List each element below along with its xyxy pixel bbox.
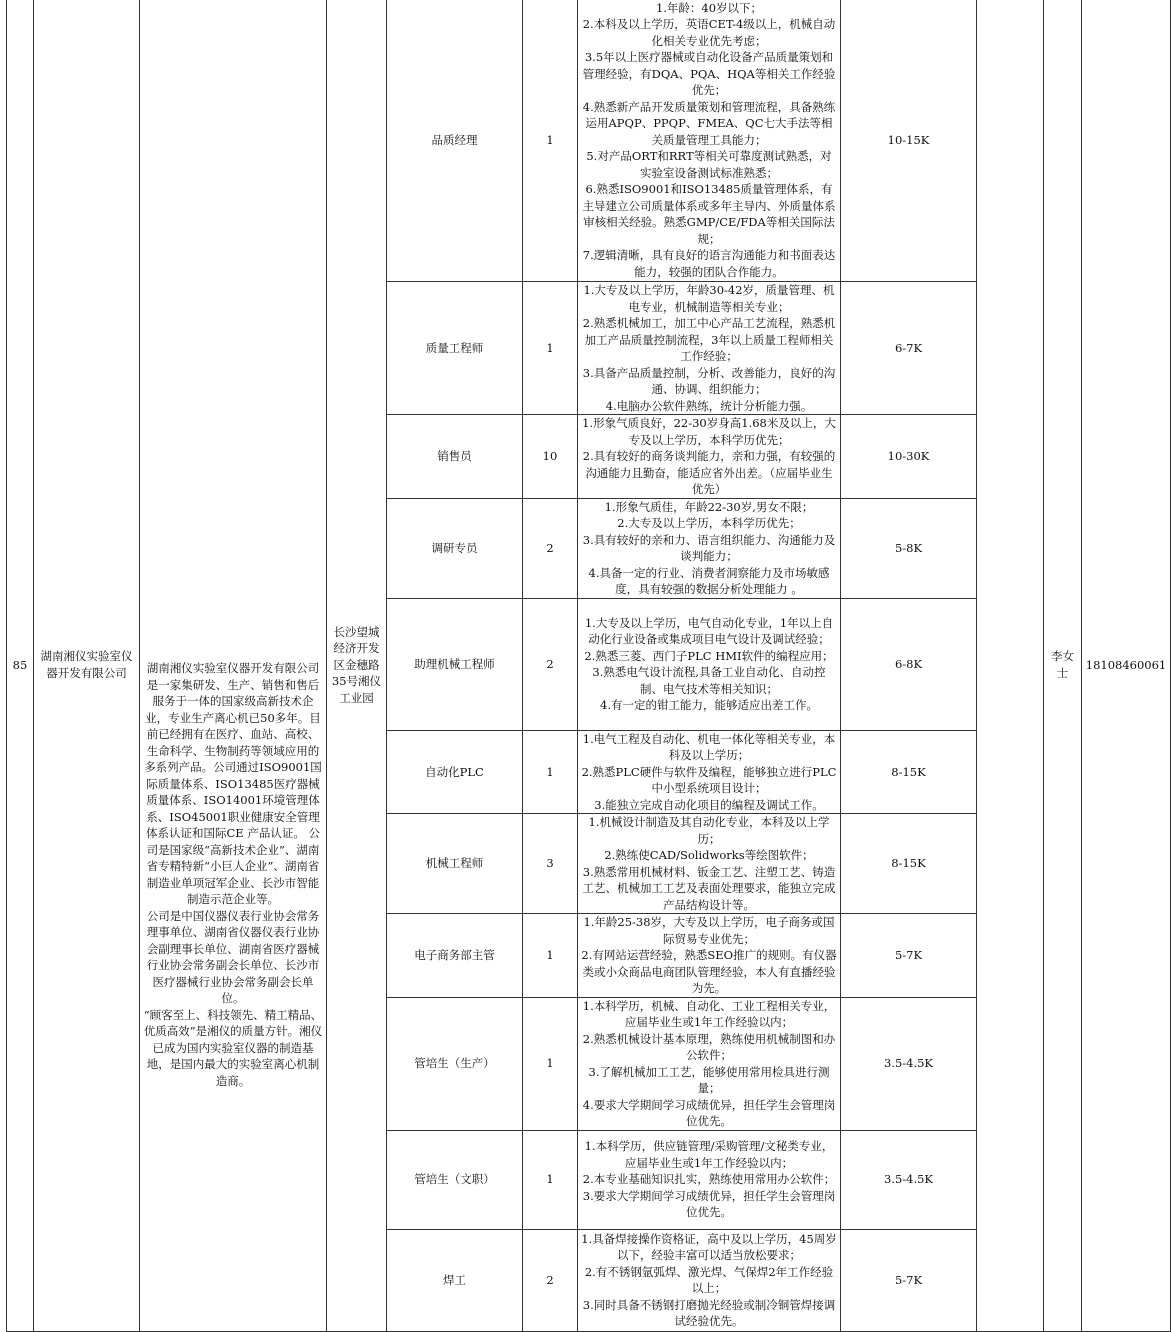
position-title: 销售员 xyxy=(387,415,523,499)
requirement-item: 3.要求大学期间学习成绩优异，担任学生会管理岗位优先。 xyxy=(582,1188,836,1220)
company-address: 长沙望城经济开发区金穗路35号湘仪工业园 xyxy=(327,0,387,1331)
requirement-item: 7.逻辑清晰，具有良好的语言沟通能力和书面表达能力，较强的团队合作能力。 xyxy=(582,248,836,279)
requirement-item: 3.能独立完成自动化项目的编程及调试工作。 xyxy=(594,797,824,812)
position-requirements xyxy=(578,814,841,914)
requirement-item: 1.大专及以上学历，年龄30-42岁，质量管理、机电专业，机械制造等相关专业； xyxy=(583,283,835,314)
requirement-item: 2.熟悉机械设计基本原理，熟练使用机械制图和办公软件； xyxy=(582,1031,836,1062)
requirement-item: 2.具有较好的商务谈判能力，亲和力强，有较强的沟通能力且勤奋，能适应省外出差。（应届毕业生优先） xyxy=(582,449,836,496)
contact-person: 李女士 xyxy=(1044,0,1082,1331)
requirement-item: 1.机械设计制造及其自动化专业，本科及以上学历； xyxy=(588,815,830,846)
position-title: 助理机械工程师 xyxy=(387,598,523,730)
requirement-item: 3.同时具备不锈钢打磨抛光经验或制冷铜管焊接调试经验优先。 xyxy=(582,1297,836,1328)
position-title: 自动化PLC xyxy=(387,730,523,814)
position-title: 焊工 xyxy=(387,1229,523,1331)
position-title: 机械工程师 xyxy=(387,814,523,914)
requirement-item: 2.有网站运营经验，熟悉SEO推广的规则。有仪器类或小众商品电商团队管理经验，本人有直播经验为先。 xyxy=(581,948,837,995)
requirement-item: 4.具备一定的行业、消费者洞察能力及市场敏感度，具有较强的数据分析处理能力 。 xyxy=(588,565,830,596)
position-salary: 8-15K xyxy=(841,730,977,814)
requirement-item: 2.熟悉PLC硬件与软件及编程，能够独立进行PLC中小型系统项目设计； xyxy=(581,764,837,795)
position-salary: 3.5-4.5K xyxy=(841,1130,977,1229)
position-salary: 10-30K xyxy=(841,415,977,499)
requirement-item: 2.大专及以上学历，本科学历优先； xyxy=(617,516,801,530)
intro-paragraph: 公司是中国仪器仪表行业协会常务理事单位、湖南省仪器仪表行业协会副理事长单位、湖南省医疗器械行业协会常务副会长单位、长沙市医疗器械行业协会常务副会长单位。 xyxy=(146,908,320,1006)
position-title: 质量工程师 xyxy=(387,282,523,415)
position-requirements xyxy=(578,598,841,730)
contact-phone: 18108460061 xyxy=(1082,0,1171,1331)
position-salary: 5-8K xyxy=(841,498,977,598)
requirement-item: 3.具有较好的亲和力、语言组织能力、沟通能力及谈判能力； xyxy=(582,532,836,563)
row-index: 85 xyxy=(7,0,34,1331)
position-salary: 3.5-4.5K xyxy=(841,997,977,1130)
requirement-item: 4.熟悉新产品开发质量策划和管理流程，具备熟练运用APQP、PPQP、FMEA、QC七大手法等相关质量管理工具能力； xyxy=(582,99,836,147)
position-count: 1 xyxy=(523,914,578,998)
requirement-item: 3.5年以上医疗器械或自动化设备产品质量策划和管理经验，有DQA、PQA、HQA等相关工作经验优先； xyxy=(582,50,836,98)
job-table xyxy=(6,0,1171,1332)
position-salary: 10-15K xyxy=(841,0,977,282)
position-title: 品质经理 xyxy=(387,0,523,282)
position-count: 1 xyxy=(523,997,578,1130)
position-count: 2 xyxy=(523,598,578,730)
intro-paragraph: 湖南湘仪实验室仪器开发有限公司是一家集研发、生产、销售和售后服务于一体的国家级高新技术企业，专业生产离心机已50多年。目前已经拥有在医疗、血站、高校、生命科学、生物制药等领域应用的多系列产品。公司通过ISO9001国际质量体系、ISO13485医疗器械质量体系、ISO14001环境管理体系、ISO45001职业健康安全管理体系认证和国际CE 产品认证。 公司是国家级“高新技术企业”、湖南省专精特新“小巨人企业”、湖南省制造业单项冠军企业、长沙市智能制造示范企业等。 xyxy=(144,661,322,907)
position-salary: 8-15K xyxy=(841,814,977,914)
position-title: 调研专员 xyxy=(387,498,523,598)
requirement-item: 1.具备焊接操作资格证，高中及以上学历，45周岁以下，经验丰富可以适当放松要求； xyxy=(581,1231,837,1262)
requirement-item: 1.形象气质良好，22-30岁身高1.68米及以上，大专及以上学历，本科学历优先； xyxy=(582,416,836,447)
position-count: 3 xyxy=(523,814,578,914)
requirement-item: 1.电气工程及自动化、机电一体化等相关专业，本科及以上学历； xyxy=(582,731,836,762)
requirement-item: 2.熟练使CAD/Solidworks等绘图软件； xyxy=(604,848,814,862)
requirement-item: 4.有一定的钳工能力，能够适应出差工作。 xyxy=(600,698,818,712)
company-name: 湖南湘仪实验室仪器开发有限公司 xyxy=(34,0,140,1331)
position-requirements xyxy=(578,282,841,415)
requirement-item: 4.要求大学期间学习成绩优异，担任学生会管理岗位优先。 xyxy=(582,1097,836,1128)
position-salary: 6-7K xyxy=(841,282,977,415)
requirement-item: 1.年龄25-38岁，大专及以上学历，电子商务或国际贸易专业优先； xyxy=(583,915,835,946)
position-count: 1 xyxy=(523,0,578,282)
requirement-item: 1.本科学历，供应链管理/采购管理/文秘类专业，应届毕业生或1年工作经验以内； xyxy=(584,1139,834,1170)
requirement-item: 2.本专业基础知识扎实，熟练使用常用办公软件； xyxy=(582,1172,836,1187)
position-count: 10 xyxy=(523,415,578,499)
position-count: 2 xyxy=(523,1229,578,1331)
requirement-item: 1.年龄：40岁以下； xyxy=(655,0,763,15)
position-salary: 6-8K xyxy=(841,598,977,730)
position-count: 1 xyxy=(523,282,578,415)
requirement-item: 1.本科学历，机械、自动化、工业工程相关专业，应届毕业生或1年工作经验以内； xyxy=(582,998,836,1029)
position-requirements xyxy=(578,1130,841,1229)
position-requirements xyxy=(578,914,841,998)
position-count: 2 xyxy=(523,498,578,598)
position-requirements xyxy=(578,1229,841,1331)
position-title: 管培生（文职） xyxy=(387,1130,523,1229)
position-title: 管培生（生产） xyxy=(387,997,523,1130)
position-requirements xyxy=(578,730,841,814)
position-requirements xyxy=(578,997,841,1130)
company-intro xyxy=(140,0,327,1331)
requirement-item: 2.本科及以上学历，英语CET-4级以上，机械自动化相关专业优先考虑； xyxy=(582,17,836,48)
requirement-item: 5.对产品ORT和RRT等相关可靠度测试熟悉，对实验室设备测试标准熟悉； xyxy=(586,149,832,180)
requirement-item: 1.大专及以上学历，电气自动化专业，1年以上自动化行业设备或集成项目电气设计及调试经验； xyxy=(584,615,834,646)
position-requirements xyxy=(578,415,841,499)
position-salary: 5-7K xyxy=(841,1229,977,1331)
requirement-item: 2.熟悉机械加工，加工中心产品工艺流程，熟悉机加工产品质量控制流程，3年以上质量工程师相关工作经验； xyxy=(582,316,836,363)
empty-column xyxy=(977,0,1044,1331)
requirement-item: 3.具备产品质量控制，分析、改善能力，良好的沟通、协调、组织能力； xyxy=(582,365,836,396)
requirement-item: 4.电脑办公软件熟练，统计分析能力强。 xyxy=(605,398,813,413)
requirement-item: 3.熟悉电气设计流程,具备工业自动化、自动控制、电气技术等相关知识； xyxy=(592,665,826,696)
position-count: 1 xyxy=(523,1130,578,1229)
position-count: 1 xyxy=(523,730,578,814)
position-requirements xyxy=(578,0,841,282)
intro-paragraph: “顾客至上、科技领先、精工精品、优质高效”是湘仪的质量方针。湘仪已成为国内实验室仪器的制造基地，是国内最大的实验室离心机制造商。 xyxy=(143,1007,323,1088)
requirement-item: 2.熟悉三菱、西门子PLC HMI软件的编程应用； xyxy=(584,648,834,663)
position-title: 电子商务部主管 xyxy=(387,914,523,998)
requirement-item: 3.了解机械加工工艺，能够使用常用检具进行测量； xyxy=(588,1064,830,1095)
requirement-item: 3.熟悉常用机械材料、钣金工艺、注塑工艺、铸造工艺、机械加工工艺及表面处理要求，能独立完成产品结构设计等。 xyxy=(582,864,836,912)
position-salary: 5-7K xyxy=(841,914,977,998)
requirement-item: 2.有不锈钢氩弧焊、激光焊、气保焊2年工作经验以上； xyxy=(584,1264,834,1295)
position-requirements xyxy=(578,498,841,598)
requirement-item: 1.形象气质佳，年龄22-30岁,男女不限； xyxy=(604,499,814,514)
requirement-item: 6.熟悉ISO9001和ISO13485质量管理体系，有主导建立公司质量体系或多年主导内、外质量体系审核相关经验。熟悉GMP/CE/FDA等相关国际法规； xyxy=(582,182,836,246)
table-row xyxy=(7,0,1171,282)
